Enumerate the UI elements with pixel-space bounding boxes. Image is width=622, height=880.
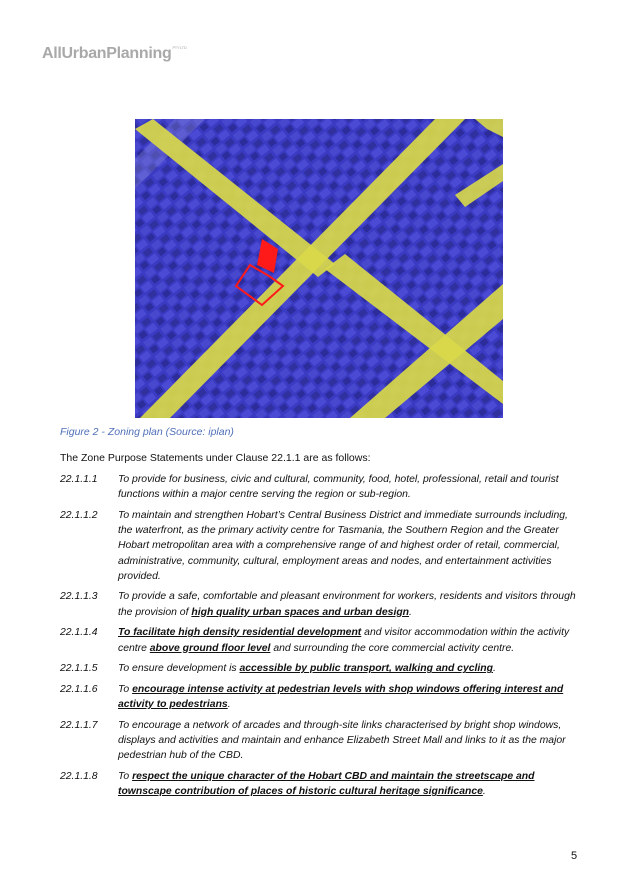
clause-number: 22.1.1.1 xyxy=(60,474,98,485)
logo-mark: PTY LTD xyxy=(172,45,187,50)
clause-text xyxy=(118,472,580,502)
clause-list xyxy=(60,472,580,805)
clause-number: 22.1.1.2 xyxy=(60,509,98,521)
clause-text xyxy=(118,508,580,584)
clause-emphasis: encourage intense activity at pedestrian levels with shop windows offering interest and activity to pedestrians xyxy=(118,683,564,711)
clause-text-part: To ensure development is xyxy=(118,663,240,675)
clause-item xyxy=(60,769,580,799)
clause-number: 22.1.1.8 xyxy=(60,770,98,782)
clause-text-part: To xyxy=(118,683,133,695)
clause-text xyxy=(118,682,580,712)
clause-emphasis: respect the unique character of the Hobart CBD and maintain the streetscape and townscape contribution of places of historic cultural heritage significance xyxy=(118,770,535,798)
clause-text-part: . xyxy=(482,786,486,798)
intro-text: The Zone Purpose Statements under Clause 22.1.1 are as follows: xyxy=(60,452,371,464)
clause-text-part: To provide a safe, comfortable and pleasant environment for workers, residents and visitors through the provision of xyxy=(118,591,576,618)
clause-text xyxy=(118,718,580,764)
clause-text xyxy=(118,625,580,655)
clause-item xyxy=(60,589,580,619)
clause-text-part: To xyxy=(118,770,133,782)
clause-text xyxy=(118,661,580,676)
clause-text-part: To provide for business, civic and cultural, community, food, hotel, professional, retail and tourist functions within a major centre serving the region or sub-region. xyxy=(118,474,559,501)
clause-text-part: . xyxy=(493,663,496,675)
clause-number: 22.1.1.4 xyxy=(60,627,98,639)
logo-text: AllUrbanPlanning xyxy=(42,45,172,62)
clause-text-part: To encourage a network of arcades and through-site links characterised by bright shop windows, displays and activities and maintain and enhance Elizabeth Street Mall and links to it as the major pedestrian hub of the CBD. xyxy=(118,719,566,762)
clause-item xyxy=(60,508,580,584)
clause-emphasis: high quality urban spaces and urban design xyxy=(191,606,410,618)
clause-item xyxy=(60,682,580,712)
clause-text xyxy=(118,589,580,619)
clause-text-part: . xyxy=(409,606,412,618)
clause-item xyxy=(60,625,580,655)
clause-number: 22.1.1.5 xyxy=(60,663,98,675)
company-logo xyxy=(42,45,186,63)
clause-emphasis: To facilitate high density residential development xyxy=(118,627,362,639)
clause-text xyxy=(118,769,580,799)
clause-number: 22.1.1.7 xyxy=(60,719,98,731)
clause-emphasis: above ground floor level xyxy=(149,642,271,654)
figure-caption: Figure 2 - Zoning plan (Source: iplan) xyxy=(60,426,234,438)
zoning-map-image xyxy=(135,119,503,418)
zoning-map-figure xyxy=(135,119,503,418)
clause-text-part: To maintain and strengthen Hobart’s Central Business District and immediate surrounds including, the waterfront, as the primary activity centre for Tasmania, the Southern Region and the Greater Hobart metropolitan area with a comprehensive range of and highest order of retail, commercial, administrative, community, cultural, employment areas and nodes, and entertainment activities provided. xyxy=(118,509,568,582)
clause-emphasis: accessible by public transport, walking and cycling xyxy=(239,663,493,675)
clause-number: 22.1.1.3 xyxy=(60,591,98,603)
clause-item xyxy=(60,661,580,676)
clause-text-part: and visitor accommodation within the activity centre xyxy=(118,627,570,654)
clause-text-part: and surrounding the core commercial activity centre. xyxy=(270,642,515,654)
page-number: 5 xyxy=(571,850,578,862)
clause-item xyxy=(60,472,580,502)
clause-text-part: . xyxy=(227,699,231,711)
clause-item xyxy=(60,718,580,764)
clause-number: 22.1.1.6 xyxy=(60,683,98,695)
